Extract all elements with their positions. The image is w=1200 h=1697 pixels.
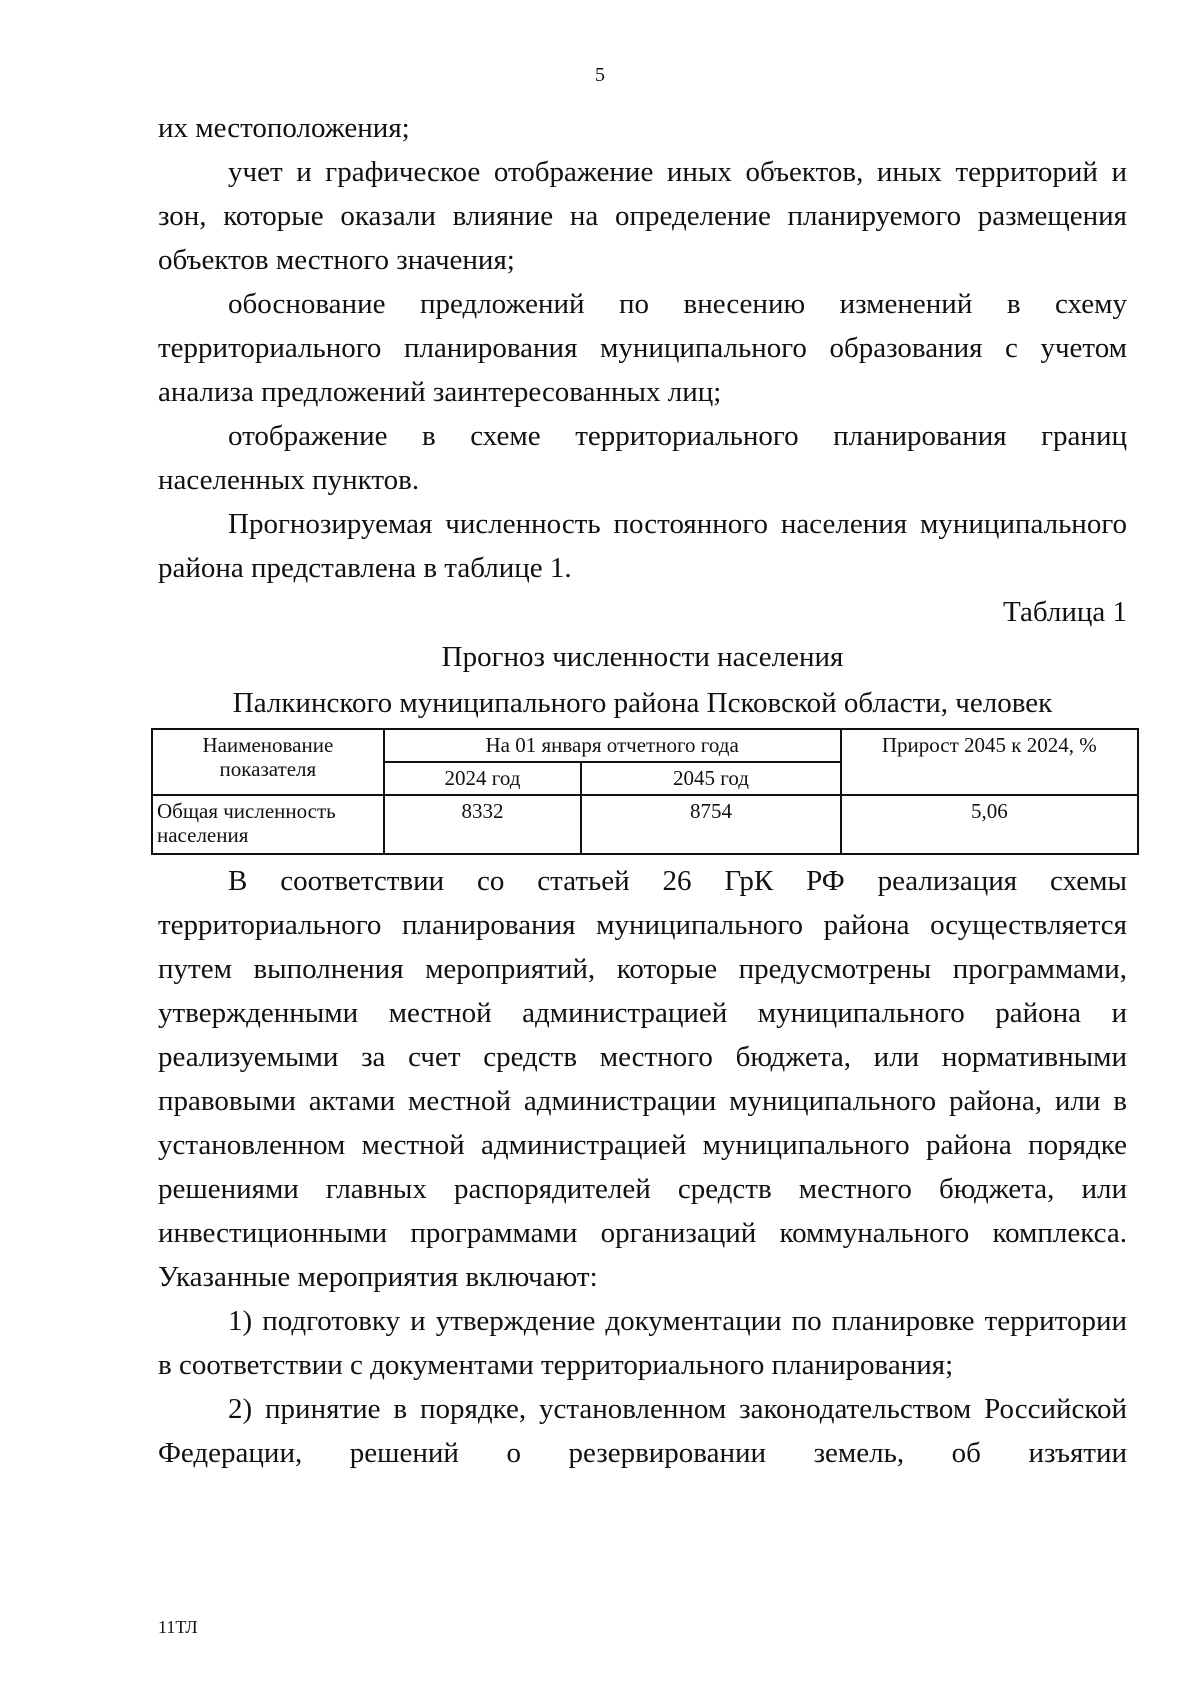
document-body	[158, 106, 1127, 1475]
table-title-line-2: Палкинского муниципального района Псковской области, человек	[232, 687, 1053, 719]
table-row	[152, 795, 1138, 854]
table-header-row	[152, 729, 1138, 762]
cell-value-2024: 8332	[384, 795, 582, 854]
paragraph-1: их местоположения;	[158, 112, 410, 144]
cell-value-2045: 8754	[581, 795, 840, 854]
header-year-2045: 2045 год	[581, 762, 840, 795]
cell-indicator: Общая численность населения	[152, 795, 384, 854]
cell-growth: 5,06	[841, 795, 1138, 854]
paragraph-3: обоснование предложений по внесению изменений в схему территориального планирования муниципального образования с учетом анализа предложений заинтересованных лиц;	[158, 288, 1127, 408]
header-year-2024: 2024 год	[384, 762, 582, 795]
table-label: Таблица 1	[1002, 596, 1127, 628]
population-table	[151, 728, 1139, 855]
table-title-line-1: Прогноз численности населения	[441, 641, 844, 673]
paragraph-2: учет и графическое отображение иных объектов, иных территорий и зон, которые оказали влияние на определение планируемого размещения объектов местного значения;	[158, 156, 1127, 276]
page-number: 5	[595, 64, 605, 86]
header-date-group: На 01 января отчетного года	[384, 729, 841, 762]
header-indicator: Наименование показателя	[152, 729, 384, 795]
paragraph-6: В соответствии со статьей 26 ГрК РФ реализация схемы территориального планирования муниципального района осуществляется путем выполнения мероприятий, которые предусмотрены программами, утвержденными местной администрацией муниципального района и реализуемыми за счет средств местного бюджета, или нормативными правовыми актами местной администрации муниципального района, или в установленном местной администрацией муниципального района порядке решениями главных распорядителей средств местного бюджета, или инвестиционными программами организаций коммунального комплекса. Указанные мероприятия включают:	[158, 865, 1127, 1293]
paragraph-5: Прогнозируемая численность постоянного населения муниципального района представлена в таблице 1.	[158, 508, 1127, 584]
header-growth: Прирост 2045 к 2024, %	[841, 729, 1138, 795]
footer-code: 11ТЛ	[158, 1617, 198, 1637]
paragraph-7: 1) подготовку и утверждение документации по планировке территории в соответствии с документами территориального планирования;	[158, 1305, 1127, 1381]
paragraph-8: 2) принятие в порядке, установленном законодательством Российской Федерации, решений о резервировании земель, об изъятии	[158, 1393, 1127, 1469]
paragraph-4: отображение в схеме территориального планирования границ населенных пунктов.	[158, 420, 1127, 496]
